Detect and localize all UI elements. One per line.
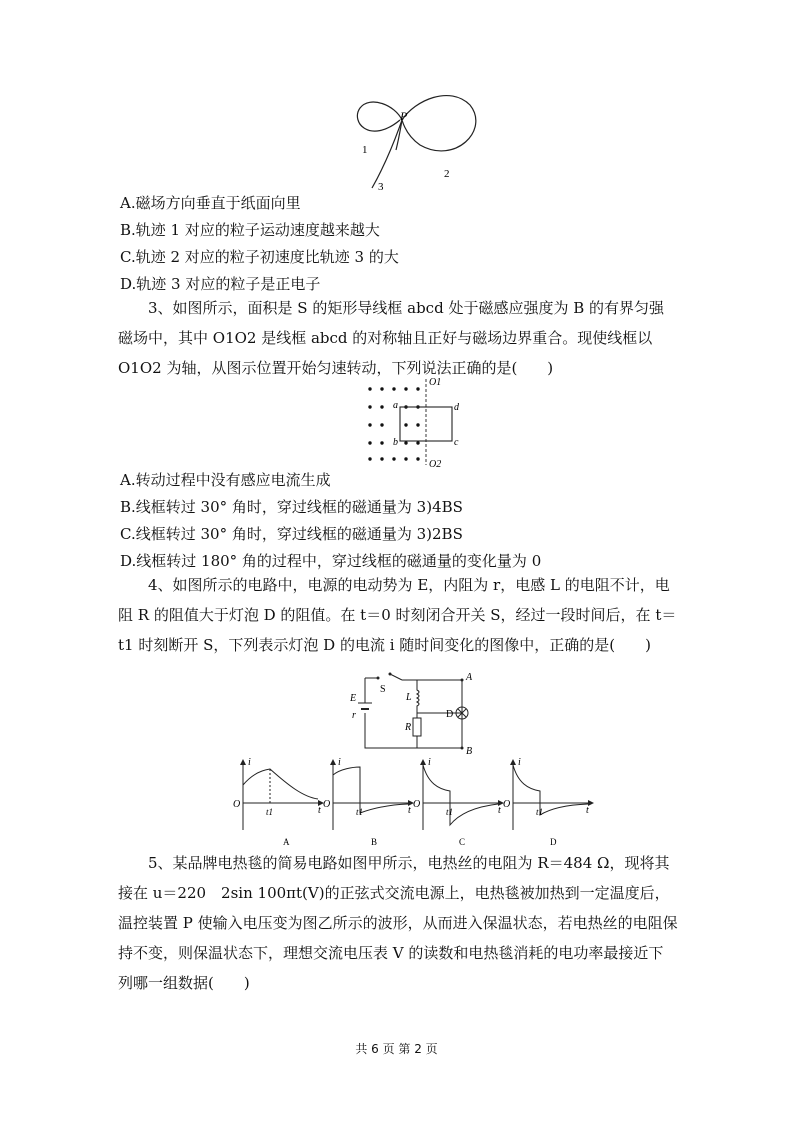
field-dots: [368, 387, 419, 460]
svg-text:t1: t1: [356, 807, 364, 817]
svg-text:t1: t1: [266, 807, 274, 817]
q2-option-c: C.轨迹 2 对应的粒子初速度比轨迹 3 的大: [120, 248, 399, 266]
q3-option-c: C.线框转过 30° 角时，穿过线框的磁通量为 3)2BS: [120, 525, 463, 543]
graph-c: [413, 757, 503, 847]
q2-option-d: D.轨迹 3 对应的粒子是正电子: [120, 275, 321, 293]
trajectory-2: [402, 96, 476, 151]
q3-option-a: A.转动过程中没有感应电流生成: [120, 471, 331, 489]
svg-text:O: O: [323, 799, 331, 810]
vertex-b-label: b: [393, 437, 398, 448]
q3-stem: 3、如图所示，面积是 S 的矩形导线框 abcd 处于磁感应强度为 B 的有界匀强磁场中，其中 O1O2 是线框 abcd 的对称轴且正好与磁场边界重合。现使线框以 O1O2 为轴，从图示位置开始匀速转动，下列说法正确的是( ): [118, 299, 665, 377]
trajectory-1-label: 1: [362, 144, 368, 156]
q4-stem: 4、如图所示的电路中，电源的电动势为 E，内阻为 r，电感 L 的电阻不计，电阻 R 的阻值大于灯泡 D 的阻值。在 t＝0 时刻闭合开关 S，经过一段时间后，在 t＝t1 时刻断开 S，下列表示灯泡 D 的电流 i 随时间变化的图像中，正确的是( ): [118, 576, 677, 654]
svg-text:t: t: [318, 805, 321, 816]
svg-text:D: D: [550, 837, 557, 847]
svg-text:t: t: [498, 805, 501, 816]
trajectory-1: [357, 102, 402, 131]
vertex-a-label: a: [393, 400, 398, 411]
page-footer: 共 6 页 第 2 页: [355, 1042, 438, 1056]
vertex-c-label: c: [454, 437, 459, 448]
svg-text:i: i: [428, 757, 431, 768]
internal-r-label: r: [352, 710, 356, 721]
svg-text:t: t: [408, 805, 411, 816]
vertex-d-label: d: [454, 402, 459, 413]
svg-text:t1: t1: [446, 807, 454, 817]
svg-text:t: t: [586, 805, 589, 816]
axis-o2-label: O2: [429, 459, 442, 470]
q3-magnetic-field-figure: [360, 375, 470, 470]
inductor-l: [417, 680, 419, 713]
q3-option-b: B.线框转过 30° 角时，穿过线框的磁通量为 3)4BS: [120, 498, 463, 516]
node-a-label: A: [466, 672, 473, 683]
q3-option-d: D.线框转过 180° 角的过程中，穿过线框的磁通量的变化量为 0: [120, 552, 542, 570]
q4-circuit-diagram: [350, 668, 480, 756]
resistor-r-label: R: [405, 722, 412, 733]
resistor-r: [413, 718, 421, 736]
trajectory-3: [372, 120, 402, 188]
svg-text:A: A: [283, 837, 290, 847]
svg-text:i: i: [248, 757, 251, 768]
q2-option-a: A.磁场方向垂直于纸面向里: [120, 194, 301, 212]
graph-a: [233, 757, 323, 847]
svg-text:C: C: [459, 837, 466, 847]
inductor-l-label: L: [406, 692, 412, 703]
lamp-d-label: D: [446, 709, 454, 720]
svg-text:O: O: [233, 799, 241, 810]
svg-text:i: i: [338, 757, 341, 768]
node-b-label: B: [466, 746, 473, 756]
trajectory-3-label: 3: [378, 181, 384, 193]
graph-d: [503, 757, 593, 847]
svg-text:i: i: [518, 757, 521, 768]
trajectory-2-label: 2: [444, 168, 450, 180]
svg-text:O: O: [503, 799, 511, 810]
switch-s-label: S: [380, 684, 386, 695]
source-e-label: E: [350, 693, 357, 704]
q5-stem: 5、某品牌电热毯的简易电路如图甲所示，电热丝的电阻为 R＝484 Ω，现将其接在 u＝220 2sin 100πt(V)的正弦式交流电源上，电热毯被加热到一定温度后，温控装置 P 使输入电压变为图乙所示的波形，从而进入保温状态，若电热丝的电阻保持不变，则保温状态下，理想交流电压表 V 的读数和电热毯消耗的电功率最接近下列哪一组数据( ): [118, 854, 678, 992]
q2-option-b: B.轨迹 1 对应的粒子运动速度越来越大: [120, 221, 380, 239]
graph-b: [323, 757, 413, 847]
trajectory-figure: [340, 90, 490, 195]
axis-o1-label: O1: [429, 377, 442, 388]
svg-text:t1: t1: [536, 807, 544, 817]
point-p-label: P: [400, 109, 408, 123]
svg-text:B: B: [371, 837, 378, 847]
q4-current-graphs: [228, 755, 598, 850]
svg-text:O: O: [413, 799, 421, 810]
